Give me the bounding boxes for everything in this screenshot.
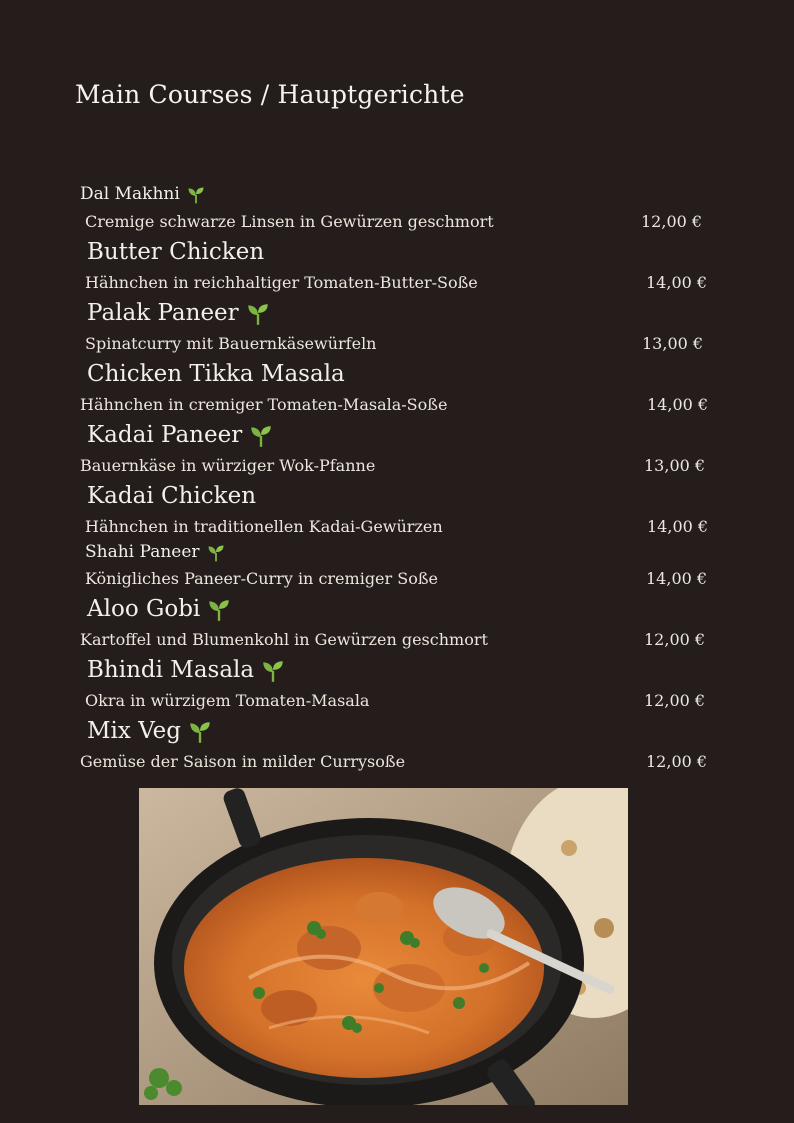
menu-item-price: 12,00 € [646, 752, 708, 771]
dish-name: Bhindi Masala [87, 657, 255, 683]
menu-item-description: Hähnchen in reichhaltiger Tomaten-Butter-Soße [85, 273, 478, 292]
dish-name: Shahi Paneer [85, 542, 200, 562]
sprout-icon [187, 719, 213, 745]
sprout-icon [248, 423, 274, 449]
menu-item-description: Okra in würzigem Tomaten-Masala [85, 691, 370, 710]
menu-item-description: Hähnchen in traditionellen Kadai-Gewürzen [85, 517, 443, 536]
menu-item-price: 13,00 € [642, 334, 704, 353]
dish-name: Dal Makhni [80, 184, 180, 204]
dish-name: Palak Paneer [87, 300, 239, 326]
menu-item-price: 14,00 € [647, 517, 709, 536]
menu-item-price: 14,00 € [646, 569, 708, 588]
menu-item-price: 12,00 € [641, 212, 703, 231]
sprout-icon [206, 597, 232, 623]
menu-item-price: 12,00 € [644, 630, 706, 649]
butter-chicken-dish-image [139, 788, 628, 1105]
menu-item-name [87, 718, 213, 745]
menu-item-description: Bauernkäse in würziger Wok-Pfanne [80, 456, 376, 475]
dish-name: Chicken Tikka Masala [87, 361, 345, 387]
menu-item-description: Hähnchen in cremiger Tomaten-Masala-Soße [80, 395, 448, 414]
page-title: Main Courses / Hauptgerichte [75, 80, 465, 109]
menu-item-price: 13,00 € [644, 456, 706, 475]
menu-item-name [87, 422, 274, 449]
menu-item-price: 14,00 € [646, 273, 708, 292]
dish-name: Mix Veg [87, 718, 182, 744]
menu-item-description: Kartoffel und Blumenkohl in Gewürzen geschmort [80, 630, 488, 649]
menu-item-description: Cremige schwarze Linsen in Gewürzen geschmort [85, 212, 494, 231]
menu-item-name [87, 239, 264, 265]
sprout-icon [186, 185, 206, 205]
menu-item-name [87, 300, 271, 327]
menu-item-name [87, 483, 256, 509]
menu-item-name [87, 657, 286, 684]
sprout-icon [260, 658, 286, 684]
dish-name: Aloo Gobi [87, 596, 201, 622]
sprout-icon [206, 543, 226, 563]
dish-name: Kadai Chicken [87, 483, 257, 509]
sprout-icon [245, 301, 271, 327]
menu-item-name [80, 184, 206, 205]
menu-item-price: 12,00 € [644, 691, 706, 710]
menu-item-description: Gemüse der Saison in milder Currysoße [80, 752, 406, 771]
dish-name: Butter Chicken [87, 239, 265, 265]
menu-item-description: Königliches Paneer-Curry in cremiger Soße [85, 569, 439, 588]
menu-item-name [85, 542, 226, 563]
menu-item-name [87, 596, 232, 623]
dish-name: Kadai Paneer [87, 422, 243, 448]
menu-item-name [87, 361, 345, 387]
menu-item-price: 14,00 € [647, 395, 709, 414]
menu-item-description: Spinatcurry mit Bauernkäsewürfeln [85, 334, 377, 353]
